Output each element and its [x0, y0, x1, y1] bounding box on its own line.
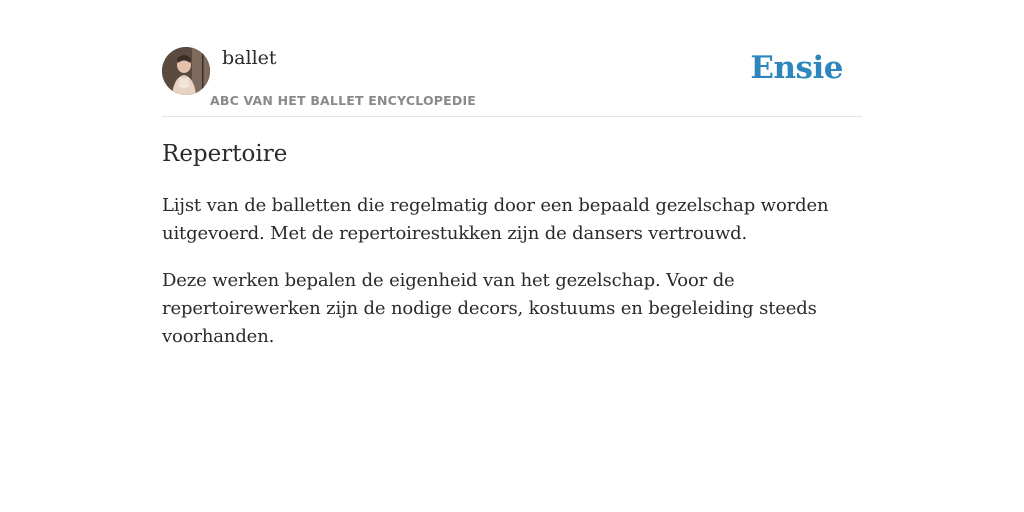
- article-paragraph: Deze werken bepalen de eigenheid van het gezelschap. Voor de repertoirewerken zijn de nodige decors, kostuums en begeleiding steeds voorhanden.: [162, 270, 817, 347]
- blog-subtitle[interactable]: ABC VAN HET BALLET ENCYCLOPEDIE: [210, 93, 477, 108]
- dancer-avatar-image: [162, 47, 210, 95]
- avatar[interactable]: [162, 47, 210, 95]
- article: [162, 138, 872, 370]
- article-paragraph: Lijst van de balletten die regelmatig door een bepaald gezelschap worden uitgevoerd. Met de repertoirestukken zijn de dansers vertrouwd.: [162, 195, 829, 244]
- ensie-logo[interactable]: Ensie: [750, 50, 843, 86]
- article-title: Repertoire: [162, 141, 288, 167]
- page-header: [162, 44, 862, 117]
- blog-owner-name[interactable]: ballet: [222, 47, 277, 69]
